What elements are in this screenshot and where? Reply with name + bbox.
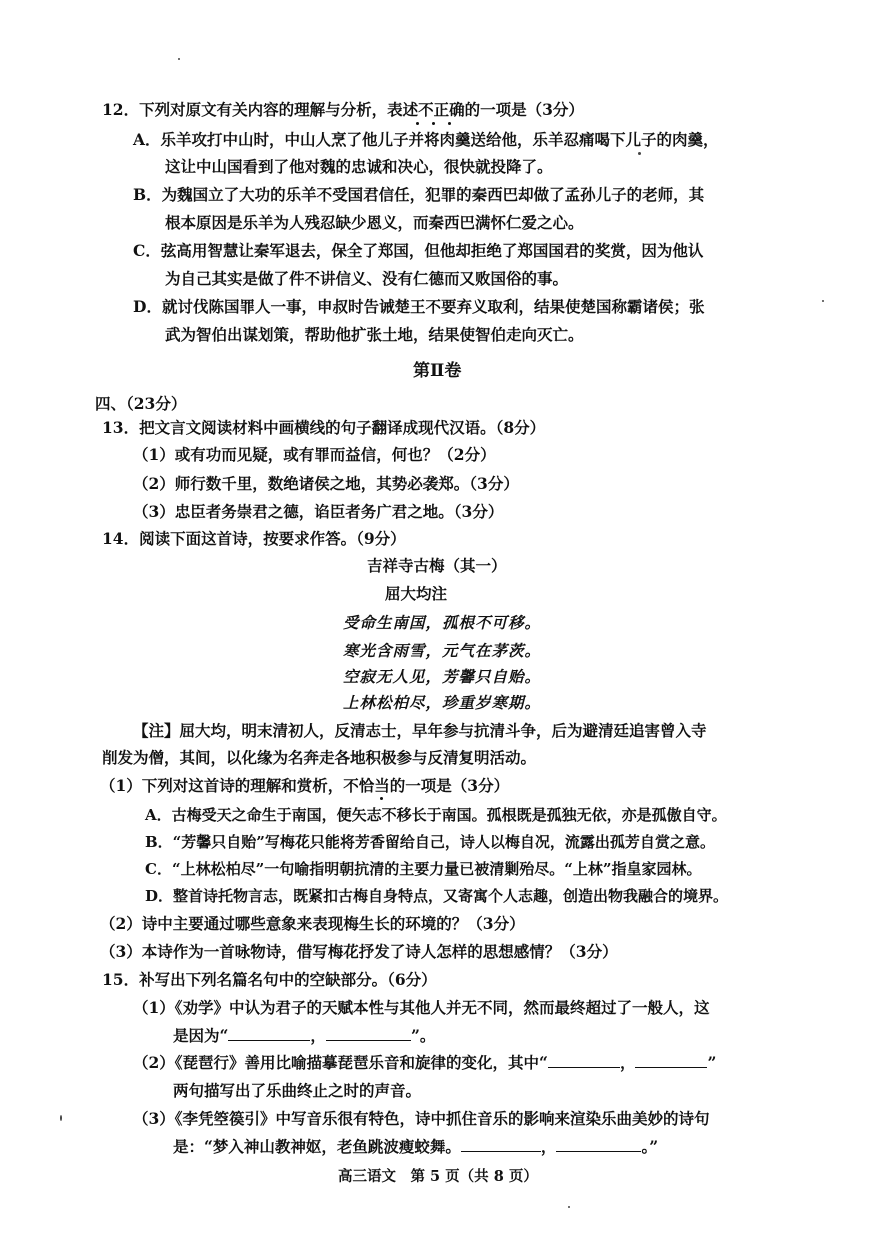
q15-item3-line1: （3）《李凭箜篌引》中写音乐很有特色，诗中抓住音乐的影响来渲染乐曲美妙的诗句 [133,1109,710,1128]
q15-item1-line1: （1）《劝学》中认为君子的天赋本性与其他人并无不同，然而最终超过了一般人，这 [133,998,710,1017]
scan-speck [568,1206,570,1208]
fill-blank[interactable] [461,1137,541,1152]
section-title: 第Ⅱ卷 [413,361,462,381]
poem-author: 屈大均注 [385,584,448,603]
fill-blank[interactable] [228,1026,310,1041]
fill-blank[interactable] [556,1137,641,1152]
q15-stem: 15．补写出下列名篇名句中的空缺部分。（6分） [102,970,437,989]
q12-option-a-line2: 这让中山国看到了他对魏的忠诚和决心，很快就投降了。 [165,157,553,176]
q15-item3-line2 [173,1137,658,1157]
q12-option-c-line2: 为自己其实是做了件不讲信义、没有仁德而又败国俗的事。 [165,269,569,288]
emphasis-dot [448,122,451,125]
q12-option-a-line1: A．乐羊攻打中山时，中山人烹了他儿子并将肉羹送给他，乐羊忍痛喝下儿子的肉羹， [133,130,719,149]
q12-option-b-line1: B．为魏国立了大功的乐羊不受国君信任，犯罪的秦西巴却做了孟孙儿子的老师，其 [133,185,705,204]
q12-option-c-line1: C．弦高用智慧让秦军退去，保全了郑国，但他却拒绝了郑国国君的奖赏，因为他认 [133,241,704,260]
q15-item1-prefix: 是因为“ [173,1026,229,1045]
q15-item1-sep: ， [310,1026,326,1045]
fill-blank[interactable] [326,1026,411,1041]
q13-item-3: （3）忠臣者务崇君之德，谄臣者务广君之地。（3分） [133,502,504,521]
q14-stem: 14．阅读下面这首诗，按要求作答。（9分） [102,529,406,548]
q14-option-c: C．“上林松柏尽”一句喻指明朝抗清的主要力量已被清剿殆尽。“上林”指皇家园林。 [145,860,702,878]
q14-sub3: （3）本诗作为一首咏物诗，借写梅花抒发了诗人怎样的思想感情？（3分） [100,942,618,961]
q15-item1-line2 [173,1026,435,1046]
q15-item2-end: ” [707,1053,717,1072]
poem-line-3: 空寂无人见，芳馨只自贻。 [343,667,542,686]
q14-option-a: A．古梅受天之命生于南国，便矢志不移长于南国。孤根既是孤独无依，亦是孤傲自守。 [145,806,727,824]
q13-stem: 13．把文言文阅读材料中画横线的句子翻译成现代汉语。（8分） [102,418,546,437]
q15-item2-line1 [133,1053,716,1073]
q14-sub2: （2）诗中主要通过哪些意象来表现梅生长的环境的？（3分） [100,914,525,933]
scan-speck [178,58,180,60]
poem-line-2: 寒光含雨雪，元气在茅茨。 [343,641,542,660]
emphasis-dot [432,122,435,125]
q14-option-d: D．整首诗托物言志，既紧扣古梅自身特点，又寄寓个人志趣，创造出物我融合的境界。 [145,887,729,905]
q14-option-b: B．“芳馨只自贻”写梅花只能将芳香留给自己，诗人以梅自况，流露出孤芳自赏之意。 [145,833,715,851]
poem-line-4: 上林松柏尽，珍重岁寒期。 [343,693,542,712]
emphasis-dot [380,797,383,800]
scan-speck [822,300,824,302]
poem-title: 吉祥寺古梅（其一） [367,556,507,575]
q15-item3-end: 。” [641,1137,659,1156]
q15-item3-sep: ， [540,1137,557,1156]
q12-option-d-line2: 武为智伯出谋划策，帮助他扩张土地，结果使智伯走向灭亡。 [165,325,584,344]
emphasis-dot [416,122,419,125]
q14-sub1: （1）下列对这首诗的理解和赏析，不恰当的一项是（3分） [100,776,510,795]
q15-item2-line2: 两句描写出了乐曲终止之时的声音。 [173,1081,422,1100]
fill-blank[interactable] [548,1053,620,1068]
q13-item-2: （2）师行数千里，数绝诸侯之地，其势必袭郑。（3分） [133,474,519,493]
poem-line-1: 受命生南国，孤根不可移。 [343,613,542,632]
q15-item2-prefix: （2）《琵琶行》善用比喻描摹琵琶乐音和旋律的变化，其中“ [133,1053,548,1072]
q12-option-d-line1: D．就讨伐陈国罪人一事，申叔时告诫楚王不要弃义取利，结果使楚国称霸诸侯；张 [133,297,705,316]
part-four-heading: 四、（23分） [95,394,187,413]
poem-note-line1: 【注】屈大均，明末清初人，反清志士，早年参与抗清斗争，后为避清廷追害曾入寺 [133,721,707,740]
q12-option-b-line2: 根本原因是乐羊为人残忍缺少恩义，而秦西巴满怀仁爱之心。 [165,213,584,232]
fill-blank[interactable] [635,1053,707,1068]
scan-speck [60,1115,62,1121]
q15-item2-sep: ， [619,1053,636,1072]
page-footer: 高三语文 第 5 页（共 8 页） [338,1168,538,1185]
q13-item-1: （1）或有功而见疑，或有罪而益信，何也？（2分） [133,445,496,464]
q12-stem: 12．下列对原文有关内容的理解与分析，表述不正确的一项是（3分） [102,100,584,119]
scan-speck [638,152,641,155]
q15-item3-prefix: 是：“梦入神山教神妪，老鱼跳波瘦蛟舞。 [173,1137,461,1156]
poem-note-line2: 削发为僧，其间，以化缘为名奔走各地积极参与反清复明活动。 [102,748,537,767]
q15-item1-end: ”。 [410,1026,436,1045]
